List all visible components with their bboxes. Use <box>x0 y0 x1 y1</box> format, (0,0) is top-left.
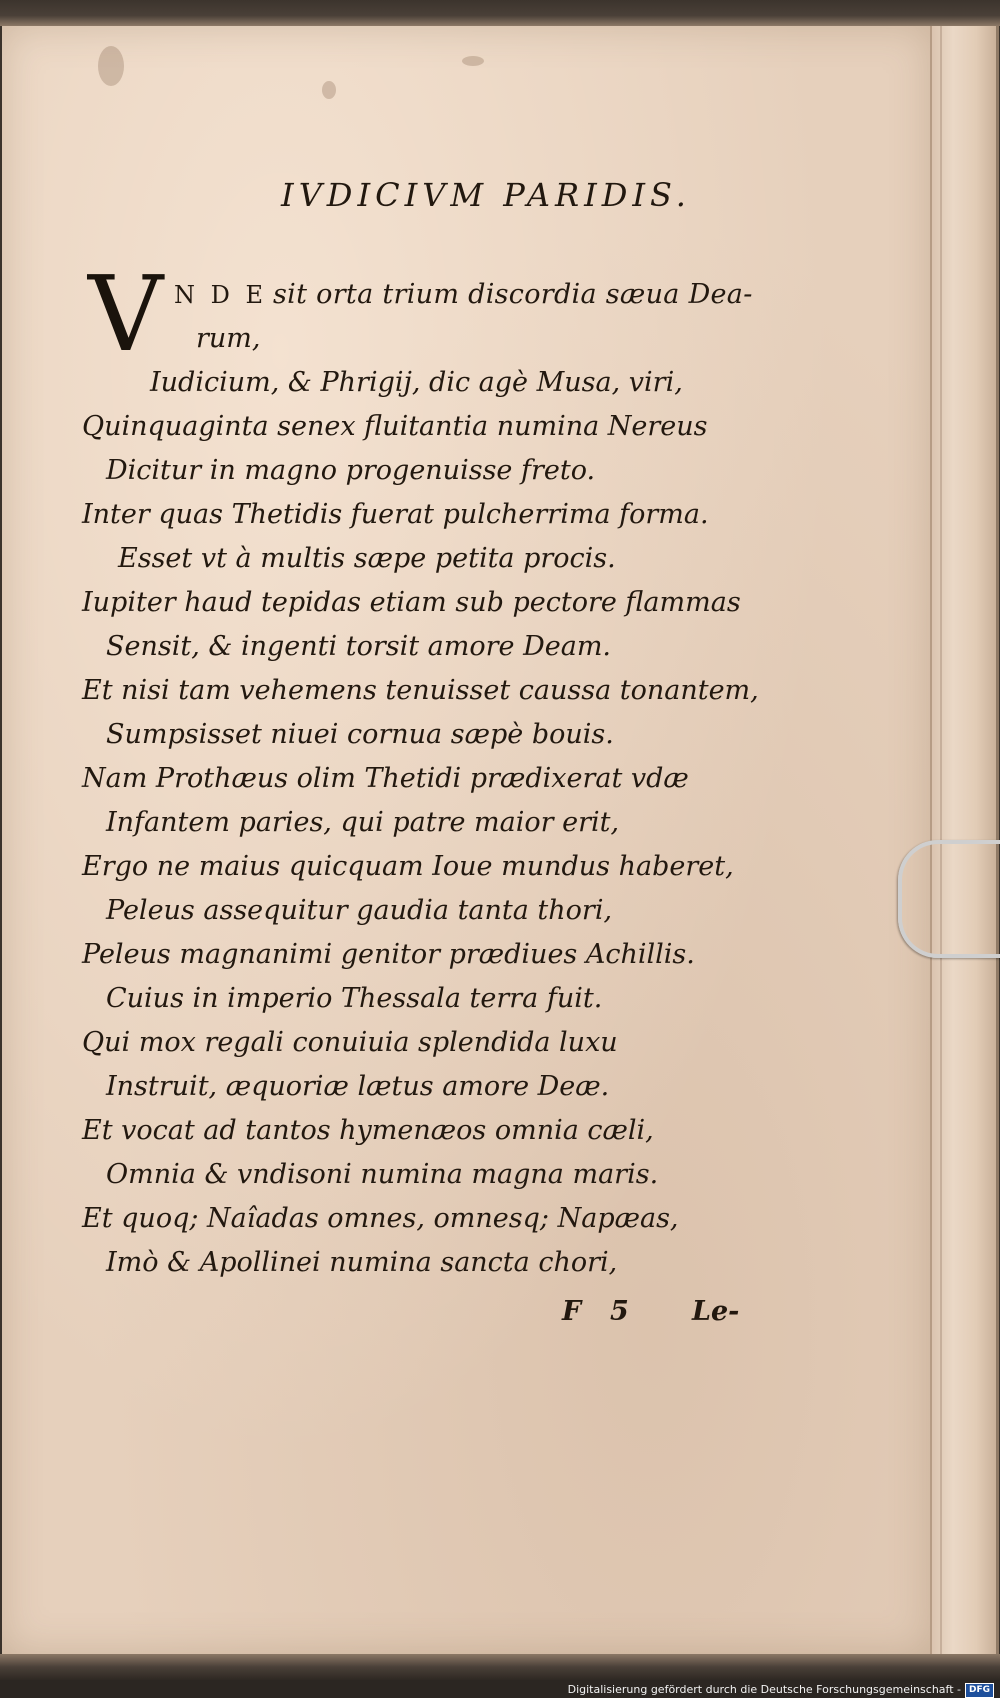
first-line-continuation: rum, <box>196 323 261 354</box>
scan-top-border <box>0 0 1000 26</box>
page-title: IVDICIVM PARIDIS. <box>281 176 691 214</box>
first-line-text: sit orta trium discordia sæua Dea- <box>273 279 753 310</box>
verse-line: Iupiter haud tepidas etiam sub pectore flammas <box>82 587 741 618</box>
verse-line: Qui mox regali conuiuia splendida luxu <box>82 1027 618 1058</box>
scan-bottom-border <box>0 1654 1000 1680</box>
first-line-capitals: N D E <box>174 281 268 309</box>
credit-text: Digitalisierung gefördert durch die Deutsche Forschungsgemeinschaft - <box>567 1683 961 1696</box>
verse-line: Sensit, & ingenti torsit amore Deam. <box>106 631 611 662</box>
verse-line: Quinquaginta senex fluitantia numina Nereus <box>82 411 708 442</box>
catchword: Le- <box>692 1296 740 1327</box>
book-page <box>2 26 932 1654</box>
verse-line: Instruit, æquoriæ lætus amore Deæ. <box>106 1071 610 1102</box>
verse-line: Nam Prothæus olim Thetidi prædixerat vdæ <box>82 763 689 794</box>
dfg-logo: DFG <box>965 1683 994 1698</box>
signature-number: 5 <box>610 1296 629 1327</box>
verse-line: Et vocat ad tantos hymenæos omnia cæli, <box>82 1115 654 1146</box>
verse-line: Peleus magnanimi genitor prædiues Achillis. <box>82 939 695 970</box>
verse-line: Infantem paries, qui patre maior erit, <box>106 807 620 838</box>
verse-line: Sumpsisset niuei cornua sæpè bouis. <box>106 719 614 750</box>
verse-line: Imò & Apollinei numina sancta chori, <box>106 1247 618 1278</box>
first-verse-line <box>174 278 753 312</box>
verse-line: Esset vt à multis sæpe petita procis. <box>118 543 616 574</box>
paper-clip <box>898 840 1000 958</box>
verse-line: Iudicium, & Phrigij, dic agè Musa, viri, <box>150 367 683 398</box>
verse-line: Dicitur in magno progenuisse freto. <box>106 455 596 486</box>
verse-line: Inter quas Thetidis fuerat pulcherrima forma. <box>82 499 709 530</box>
digitization-credit <box>568 1682 994 1698</box>
verse-line: Ergo ne maius quicquam Ioue mundus haberet, <box>82 851 734 882</box>
drop-cap: V <box>88 253 164 375</box>
verse-line: Et nisi tam vehemens tenuisset caussa tonantem, <box>82 675 759 706</box>
verse-line: Peleus assequitur gaudia tanta thori, <box>106 895 613 926</box>
text-block <box>2 26 930 1654</box>
verse-line: Cuius in imperio Thessala terra fuit. <box>106 983 603 1014</box>
signature-letter: F <box>562 1296 582 1327</box>
verse-line: Et quoq; Naîadas omnes, omnesq; Napæas, <box>82 1203 679 1234</box>
verse-line: Omnia & vndisoni numina magna maris. <box>106 1159 659 1190</box>
